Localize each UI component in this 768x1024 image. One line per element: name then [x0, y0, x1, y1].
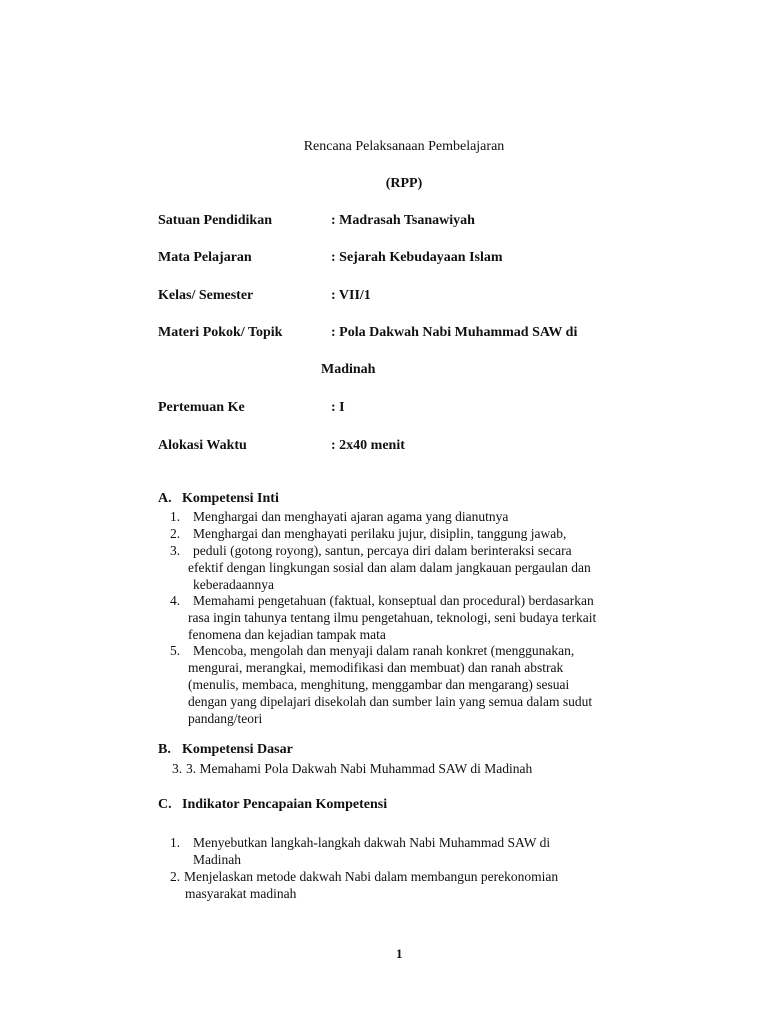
- field-value-kelas-semester: : VII/1: [331, 288, 371, 303]
- list-number: 1.: [170, 509, 181, 524]
- list-item-text-cont: mengurai, merangkai, memodifikasi dan membuat) dan ranah abstrak (menulis, membaca, menghitung, menggambar dan mengarang) sesuai dengan yang dipelajari disekolah dan sumber lain yang semua dalam sudut pandang/teori: [188, 660, 593, 726]
- list-number: 5.: [170, 643, 181, 658]
- section-heading-kompetensi-inti: [158, 491, 279, 507]
- list-item-text: Mencoba, mengolah dan menyaji dalam ranah konkret (menggunakan,: [193, 643, 575, 658]
- section-letter: C.: [158, 797, 172, 812]
- section-title: Kompetensi Dasar: [182, 742, 293, 757]
- list-item-text: Menyebutkan langkah-langkah dakwah Nabi Muhammad SAW di Madinah: [193, 835, 551, 867]
- list-item-text: Menghargai dan menghayati ajaran agama yang dianutnya: [193, 509, 509, 524]
- field-value-pertemuan-ke: : I: [331, 400, 345, 415]
- list-item-text: Menjelaskan metode dakwah Nabi dalam membangun perekonomian masyarakat madinah: [184, 869, 559, 901]
- field-label-materi-pokok: Materi Pokok/ Topik: [158, 325, 283, 340]
- list-item-text: peduli (gotong royong), santun, percaya diri dalam berinteraksi secara: [193, 543, 572, 558]
- list-item-text: Menghargai dan menghayati perilaku jujur, disiplin, tanggung jawab,: [193, 526, 567, 541]
- field-label-pertemuan-ke: Pertemuan Ke: [158, 400, 245, 415]
- page-number: 1: [396, 946, 403, 961]
- field-label-mata-pelajaran: Mata Pelajaran: [158, 250, 252, 265]
- section-title: Kompetensi Inti: [182, 491, 279, 506]
- list-number: 3.: [172, 761, 183, 776]
- field-value-mata-pelajaran: : Sejarah Kebudayaan Islam: [331, 250, 503, 265]
- list-number: 1.: [170, 835, 181, 850]
- field-label-satuan-pendidikan: Satuan Pendidikan: [158, 213, 272, 228]
- list-number: 2.: [170, 526, 181, 541]
- document-title: Rencana Pelaksanaan Pembelajaran: [303, 139, 505, 154]
- document-subtitle: (RPP): [385, 176, 423, 191]
- list-number: 3.: [170, 543, 181, 558]
- field-label-alokasi-waktu: Alokasi Waktu: [158, 438, 247, 453]
- section-title: Indikator Pencapaian Kompetensi: [182, 797, 388, 812]
- field-value-materi-pokok: : Pola Dakwah Nabi Muhammad SAW di: [331, 325, 578, 340]
- list-item-text-cont: efektif dengan lingkungan sosial dan alam dalam jangkauan pergaulan dan keberadaannya: [188, 560, 591, 592]
- list-item-text-cont: rasa ingin tahunya tentang ilmu pengetahuan, teknologi, seni budaya terkait fenomena dan kejadian tampak mata: [188, 610, 597, 642]
- section-heading-indikator: [158, 797, 387, 813]
- list-number: 4.: [170, 593, 181, 608]
- section-letter: A.: [158, 491, 172, 506]
- field-value-satuan-pendidikan: : Madrasah Tsanawiyah: [331, 213, 475, 228]
- field-value-alokasi-waktu: : 2x40 menit: [331, 438, 405, 453]
- field-label-kelas-semester: Kelas/ Semester: [158, 288, 254, 303]
- list-number: 2.: [170, 869, 181, 884]
- list-item-text: Memahami pengetahuan (faktual, konseptual dan procedural) berdasarkan: [193, 593, 594, 608]
- list-item-text: 3. Memahami Pola Dakwah Nabi Muhammad SAW di Madinah: [186, 761, 533, 776]
- section-heading-kompetensi-dasar: [158, 742, 293, 758]
- section-letter: B.: [158, 742, 171, 757]
- field-value-materi-pokok-cont: Madinah: [321, 362, 376, 377]
